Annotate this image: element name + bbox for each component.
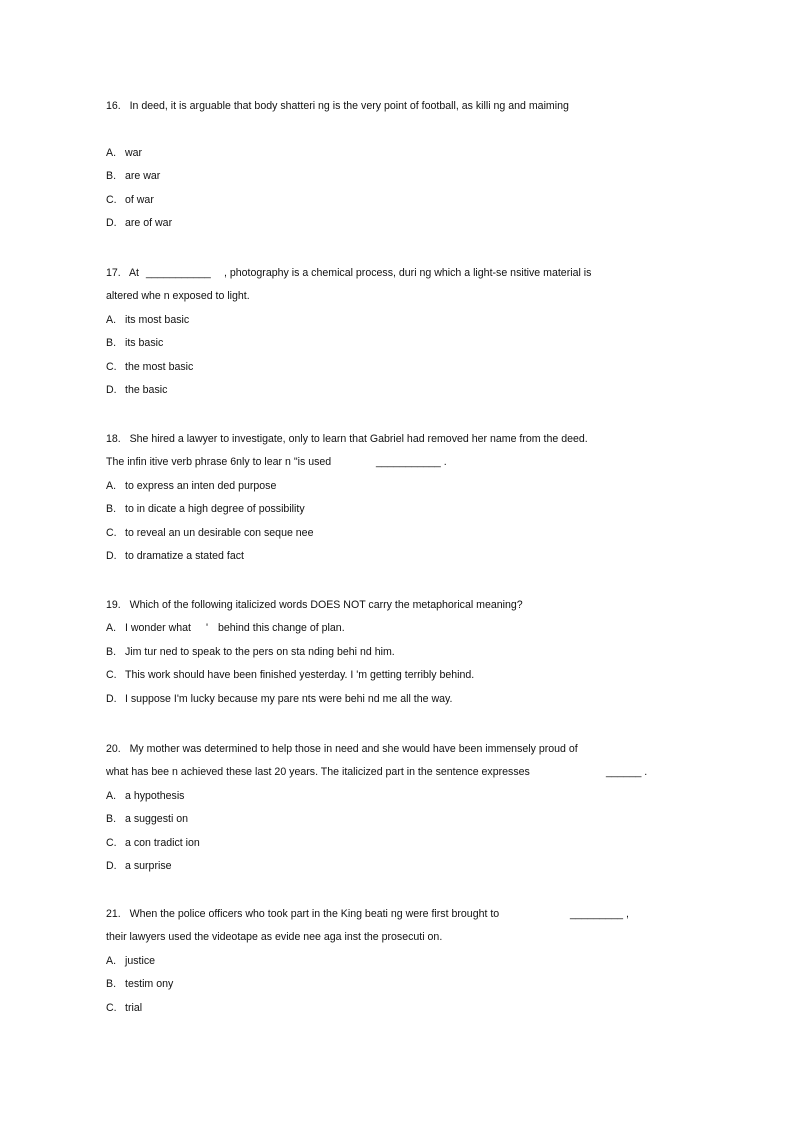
option-c: C. a con tradict ion [106,836,200,849]
option-c: C. to reveal an un desirable con seque nee [106,526,314,539]
question-17 [106,262,706,402]
option-c: C. of war [106,193,154,206]
question-number: 16. [106,100,121,112]
question-stem-continued: their lawyers used the videotape as evide nee aga inst the prosecuti on. [106,931,443,944]
option-a: A. to express an inten ded purpose [106,479,277,492]
question-16 [106,95,706,235]
answer-blank: _________ , [570,908,629,920]
option-a: A. a hypothesis [106,789,185,802]
option-a: A. its most basic [106,313,190,326]
option-c: C. the most basic [106,360,194,373]
question-stem: 18. She hired a lawyer to investigate, only to learn that Gabriel had removed her name from the deed. [106,428,706,451]
answer-blank: ______ . [606,766,648,779]
question-18 [106,428,706,568]
question-text: In deed, it is arguable that body shatteri ng is the very point of football, as killi ng and maiming [129,100,569,112]
option-b: B. to in dicate a high degree of possibility [106,503,305,516]
option-b: B. are war [106,170,161,183]
option-a: A. war [106,146,143,159]
option-a: A. I wonder what ' behind this change of plan. [106,617,706,640]
question-number: 21. [106,908,121,920]
question-number: 19. [106,599,121,611]
question-stem: 21. When the police officers who took part in the King beati ng were first brought to _________ , [106,903,706,926]
question-20 [106,738,706,878]
option-d: D. the basic [106,383,168,396]
question-stem: 20. My mother was determined to help those in need and she would have been immensely proud of [106,738,706,761]
option-b: B. its basic [106,337,164,350]
question-number: 18. [106,433,121,445]
option-b: B. a suggesti on [106,813,189,826]
question-19 [106,594,706,711]
option-d: D. to dramatize a stated fact [106,549,244,562]
option-d: D. are of war [106,216,173,229]
question-stem: 19. Which of the following italicized words DOES NOT carry the metaphorical meaning? [106,594,706,617]
question-stem: 17. At ___________ , photography is a chemical process, duri ng which a light-se nsitive material is [106,262,706,285]
question-number: 17. [106,267,121,279]
option-a: A. justice [106,954,156,967]
italic-mark: ' [206,622,209,635]
option-b: B. testim ony [106,978,174,991]
question-stem [106,95,706,118]
question-stem-continued: The infin itive verb phrase 6nly to lear n "is used ___________ . [106,451,706,474]
option-c: C. trial [106,1001,143,1014]
answer-blank: ___________ . [376,456,447,469]
question-number: 20. [106,743,121,755]
option-c: C. This work should have been finished yesterday. I 'm getting terribly behind. [106,669,475,682]
question-21 [106,903,706,1020]
answer-blank: ___________ [146,267,211,279]
option-b: B. Jim tur ned to speak to the pers on sta nding behi nd him. [106,645,395,658]
question-stem-continued: what has bee n achieved these last 20 years. The italicized part in the sentence expresses ______ . [106,761,706,784]
question-stem-continued: altered whe n exposed to light. [106,290,250,303]
option-d: D. I suppose I'm lucky because my pare nts were behi nd me all the way. [106,692,453,705]
option-d: D. a surprise [106,859,172,872]
